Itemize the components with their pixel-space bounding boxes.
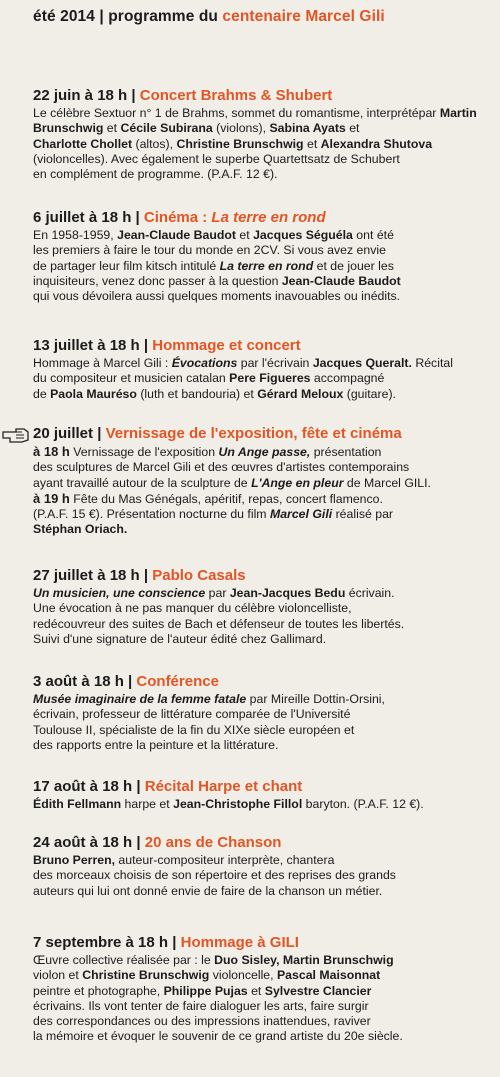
performer-name: Jean-Christophe Fillol xyxy=(173,797,303,811)
description-text: Le célèbre Sextuor n° 1 de Brahms, sommet du romantisme, interprété xyxy=(33,106,419,120)
description-text: Fête du Mas Génégals, apéritif, repas, concert flamenco. xyxy=(69,491,383,506)
description-text: par l'écrivain xyxy=(237,356,313,370)
description-text: des rapports entre la peinture et la littérature. xyxy=(33,737,279,752)
event-date: 7 septembre à 18 h | xyxy=(33,934,181,951)
description-text: accompagné xyxy=(310,371,385,386)
description-text: la mémoire et évoquer le souvenir de ce grand artiste du 20e siècle. xyxy=(33,1029,403,1044)
description-text: (violons), xyxy=(212,121,270,136)
description-text: de xyxy=(33,386,51,401)
event-item xyxy=(33,336,493,402)
description-text: et de jouer les xyxy=(313,258,394,273)
description-text: présentation xyxy=(310,445,382,459)
performer-name: Cécile Subirana xyxy=(120,121,213,136)
performer-name: Édith Fellmann xyxy=(33,797,122,811)
performer-name: Pascal Maisonnat xyxy=(276,968,381,983)
description-text: (guitare). xyxy=(343,386,396,401)
description-text: ont été xyxy=(352,228,394,242)
time-label: à 18 h xyxy=(33,444,70,459)
work-title: Marcel Gili xyxy=(269,507,333,522)
performer-name: Alexandra Shutova xyxy=(320,136,433,151)
description-text: (altos), xyxy=(132,136,177,151)
description-text: écrivain. xyxy=(345,586,395,600)
description-text: inquisiteurs, venez donc passer à la question xyxy=(33,273,282,288)
description-text: redécouvreur des suites de Bach et défenseur de toutes les libertés. xyxy=(33,616,405,631)
description-text: de partager leur film kitsch intitulé xyxy=(33,258,220,273)
description-text: Hommage à Marcel Gili : xyxy=(33,356,172,370)
event-date: 22 juin à 18 h | xyxy=(33,87,140,104)
event-description xyxy=(33,853,493,899)
description-text: et xyxy=(103,121,121,136)
work-title: Évocations xyxy=(171,356,238,370)
description-text: ayant travaillé autour de la sculpture de xyxy=(33,475,252,490)
performer-name: Christine Brunschwig xyxy=(82,968,210,983)
event-date: 27 juillet à 18 h | xyxy=(33,567,153,584)
performer-name: Jean-Jacques Bedu xyxy=(229,586,346,600)
description-text: des morceaux choisis de son répertoire et des reprises des grands xyxy=(33,868,396,883)
performer-name: Stéphan Oriach. xyxy=(33,522,128,537)
description-text: des sculptures de Marcel Gili et des œuvres d'artistes contemporains xyxy=(33,460,410,475)
work-title: Musée imaginaire de la femme fatale xyxy=(33,692,247,706)
performer-name: Duo Sisley, Martin Brunschwig xyxy=(214,953,394,967)
event-title xyxy=(33,208,493,227)
event-category: Récital Harpe et chant xyxy=(144,778,303,795)
event-date: 17 août à 18 h | xyxy=(33,778,145,795)
description-text: violon et xyxy=(33,968,83,983)
performer-name: Pere Figueres xyxy=(229,371,311,386)
event-description xyxy=(33,228,493,304)
description-text: Vernissage de l'exposition xyxy=(69,445,219,459)
event-description xyxy=(33,106,493,182)
event-description xyxy=(33,444,493,538)
event-category: 20 ans de Chanson xyxy=(144,834,282,851)
description-text: écrivains. Ils vont tenter de faire dialoguer les arts, faire surgir xyxy=(33,998,369,1013)
header-prefix: été 2014 | programme du xyxy=(33,8,223,25)
description-text: écrivain, professeur de littérature comparée de l'Université xyxy=(33,707,351,722)
description-text: (P.A.F. 15 €). Présentation nocturne du film xyxy=(33,507,270,522)
event-category: Vernissage de l'exposition, fête et cinéma xyxy=(105,425,402,442)
performer-name: Jean-Claude Baudot xyxy=(281,273,401,288)
performer-name: Jacques Séguéla xyxy=(253,228,353,242)
event-date: 24 août à 18 h | xyxy=(33,834,145,851)
event-item xyxy=(33,933,493,1045)
event-date: 20 juillet | xyxy=(33,425,106,442)
event-title xyxy=(33,336,493,355)
event-category: Hommage et concert xyxy=(152,337,301,354)
event-category: Cinéma : xyxy=(143,209,212,226)
description-text: Une évocation à ne pas manquer du célèbre violoncelliste, xyxy=(33,601,352,616)
work-title: L'Ange en pleur xyxy=(251,475,344,490)
event-category: Pablo Casals xyxy=(152,567,246,584)
event-category: Conférence xyxy=(136,673,219,690)
description-text: harpe et xyxy=(121,797,174,811)
description-text: violoncelle, xyxy=(209,968,277,983)
description-text: des correspondances ou des impressions inattendues, raviver xyxy=(33,1014,371,1029)
description-text: auteur-compositeur interprète, chantera xyxy=(115,853,335,867)
description-text: et xyxy=(236,228,254,242)
description-text: et xyxy=(345,121,360,136)
description-text: réalisé par xyxy=(332,507,394,522)
performer-name: Charlotte Chollet xyxy=(33,136,133,151)
event-description xyxy=(33,797,493,812)
performer-name: Philippe Pujas xyxy=(163,983,248,998)
event-item xyxy=(33,672,493,753)
event-category: Concert Brahms & Shubert xyxy=(139,87,333,104)
page-header xyxy=(33,8,385,26)
performer-name: Bruno Perren, xyxy=(33,853,115,867)
event-title xyxy=(33,777,493,796)
event-item xyxy=(33,566,493,647)
event-title xyxy=(33,86,493,105)
description-text: du compositeur et musicien catalan xyxy=(33,371,230,386)
performer-name: Sylvestre Clancier xyxy=(264,983,372,998)
event-item xyxy=(33,833,493,899)
event-item xyxy=(33,777,493,812)
event-title xyxy=(33,672,493,691)
description-text: (violoncelles). Avec également le superbe Quartettsatz de Schubert xyxy=(33,151,400,166)
event-item xyxy=(33,86,493,182)
performer-name: Jean-Claude Baudot xyxy=(117,228,236,242)
description-text: les premiers à faire le tour du monde en 2CV. Si vous avez envie xyxy=(33,243,386,258)
description-text: et xyxy=(303,136,321,151)
description-text: Œuvre collective réalisée par : le xyxy=(33,953,215,967)
description-text: baryton. (P.A.F. 12 €). xyxy=(302,797,424,811)
event-date: 13 juillet à 18 h | xyxy=(33,337,153,354)
event-title xyxy=(33,566,493,585)
event-description xyxy=(33,356,493,402)
description-text: et xyxy=(247,983,265,998)
event-category: Hommage à GILI xyxy=(180,934,299,951)
event-item xyxy=(33,208,493,304)
description-text: en complément de programme. (P.A.F. 12 €). xyxy=(33,167,278,182)
performer-name: Gérard Meloux xyxy=(257,386,344,401)
description-text: Toulouse II, spécialiste de la fin du XIXe siècle européen et xyxy=(33,722,355,737)
event-title xyxy=(33,933,493,952)
description-text: auteurs qui lui ont donné envie de faire de la chanson un métier. xyxy=(33,883,383,898)
description-text: par xyxy=(205,586,230,600)
event-date: 3 août à 18 h | xyxy=(33,673,137,690)
description-text: Suivi d'une signature de l'auteur édité chez Gallimard. xyxy=(33,631,327,646)
header-accent: centenaire Marcel Gili xyxy=(222,8,385,25)
performer-name: Sabina Ayats xyxy=(269,121,346,136)
description-text: qui vous dévoilera aussi quelques moments inavouables ou inédits. xyxy=(33,289,401,304)
work-title: Un Ange passe, xyxy=(218,445,311,459)
description-text: de Marcel GILI. xyxy=(343,475,431,490)
work-title: Un musicien, une conscience xyxy=(33,586,206,600)
description-text: par Mireille Dottin-Orsini, xyxy=(246,692,385,706)
description-text: En 1958-1959, xyxy=(33,228,118,242)
description-text: par xyxy=(418,106,440,120)
event-title xyxy=(33,424,493,443)
performer-name: Jacques Queralt. xyxy=(312,356,412,370)
pointing-hand-icon xyxy=(2,426,30,444)
description-text: (luth et bandouria) et xyxy=(136,386,258,401)
event-description xyxy=(33,953,493,1045)
event-category-italic: La terre en rond xyxy=(211,209,326,226)
description-text: Récital xyxy=(411,356,453,370)
event-description xyxy=(33,586,493,647)
event-description xyxy=(33,692,493,753)
event-item xyxy=(33,424,493,538)
time-label: à 19 h xyxy=(33,490,70,506)
work-title: La terre en rond xyxy=(219,258,314,273)
event-date: 6 juillet à 18 h | xyxy=(33,209,144,226)
performer-name: Paola Mauréso xyxy=(50,386,137,401)
description-text: peintre et photographe, xyxy=(33,983,164,998)
performer-name: Christine Brunschwig xyxy=(176,136,304,151)
event-title xyxy=(33,833,493,852)
performer-name: Martin Brunschwig xyxy=(33,106,477,136)
